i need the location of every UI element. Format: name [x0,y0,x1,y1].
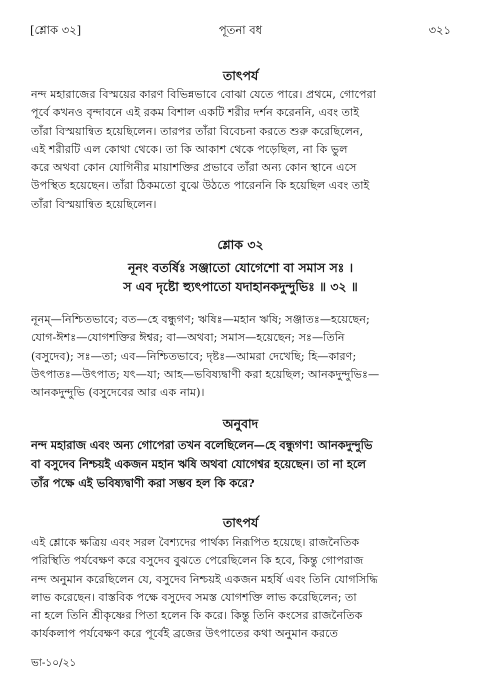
text-line: নন্দ মহারাজ এবং অন্য গোপেরা তখন বলেছিলেন—হে বন্ধুগণ! আনকদুন্দুভি [31,438,373,452]
text-line: কার্যকলাপ পর্যবেক্ষণ করে পূর্বেই ব্রজের উৎপাতের কথা অনুমান করতে [31,627,339,641]
purport-heading: তাৎপর্য [222,515,259,530]
text-line: (বসুদেব); সঃ—তা; এব—নিশ্চিতভাবে; দৃষ্টঃ—আমরা দেখেছি; হি—কারণ; [31,349,357,363]
page-number: ৩২১ [428,23,451,37]
purport-paragraph [31,534,451,644]
verse-heading: শ্লোক ৩২ [217,237,264,252]
text-line: এই শ্লোকে ক্ষত্রিয় এবং সরল বৈশ্যদের পার্থক্য নিরূপিত হয়েছে। রাজনৈতিক [31,536,360,549]
text-line: পূর্বে কখনও বৃন্দাবনে এই রকম বিশাল একটি শরীর দর্শন করেননি, এবং তাই [31,106,360,120]
text-line: এই শরীরটি এল কোথা থেকে। তা কি আকাশ থেকে পড়েছিল, না কি ভুল [31,142,348,156]
text-line: না হলে তিনি শ্রীকৃষ্ণের পিতা হলেন কি করে। কিন্তু তিনি কংসের রাজনৈতিক [31,609,363,623]
translation-heading: অনুবাদ [222,416,259,431]
text-line: যোগ-ঈশঃ—যোগশক্তির ঈশ্বর; বা—অথবা; সমাস—হয়েছেন; সঃ—তিনি [31,331,345,345]
synonyms-paragraph [31,311,451,402]
text-line: তাঁরা বিস্ময়ান্বিত হয়েছিলেন। তারপর তাঁরা বিবেচনা করতে শুরু করেছিলেন, [31,124,364,138]
text-line: লাভ করেছেন। বাস্তবিক পক্ষে বসুদেব সমস্ত যোগশক্তি লাভ করেছিলেন; তা [31,590,357,604]
running-header [30,22,451,38]
text-line: নূনম্—নিশ্চিতভাবে; বত—হে বন্ধুগণ; ঋষিঃ—মহান ঋষি; সঞ্জাতঃ—হয়েছেন; [31,313,370,326]
text-line: তাঁরা বিস্ময়ান্বিত হয়েছিলেন। [31,197,157,211]
verse-reference: [শ্লোক ৩২] [30,23,82,37]
sanskrit-verse [0,258,481,296]
text-line: বা বসুদেব নিশ্চয়ই একজন মহান ঋষি অথবা যোগেশ্বর হয়েছেন। তা না হলে [31,456,366,471]
text-line: উৎপাতঃ—উৎপাত; যৎ—যা; আহ—ভবিষ্যদ্বাণী করা হয়েছিল; আনকদুন্দুভিঃ— [31,367,380,381]
text-line: করে অথবা কোন যোগিনীর মায়াশক্তির প্রভাবে তাঁরা অন্য কোন স্থানে এসে [31,161,357,175]
verse-line: স এব দৃষ্টো হ্যুৎপাতো যদাহানকদুন্দুভিঃ ॥ ৩২ ॥ [123,279,358,294]
text-line: আনকদুন্দুভি (বসুদেবের আর এক নাম)। [31,386,205,400]
text-line: পরিস্থিতি পর্যবেক্ষণ করে বসুদেব বুঝতে পেরেছিলেন কি হবে, কিন্তু গোপরাজ [31,554,364,568]
verse-line: নূনং বতর্ষিঃ সঞ্জাতো যোগেশো বা সমাস সঃ । [127,260,354,275]
text-line: নন্দ অনুমান করেছিলেন যে, বসুদেব নিশ্চয়ই একজন মহর্ষি এবং তিনি যোগসিদ্ধি [31,572,378,586]
translation-paragraph [31,436,451,492]
text-line: নন্দ মহারাজের বিস্ময়ের কারণ বিভিন্নভাবে বোঝা যেতে পারে। প্রথমে, গোপেরা [31,88,377,101]
chapter-title: পূতনা বধ [218,23,263,37]
purport-heading: তাৎপর্য [222,68,259,83]
text-line: তাঁর পক্ষে এই ভবিষ্যদ্বাণী করা সম্ভব হল কি করে? [31,475,255,490]
purport-paragraph [31,86,451,214]
signature-mark: ভা-১০/২১ [31,657,77,669]
text-line: উপস্থিত হয়েছেন। তাঁরা ঠিকমতো বুঝে উঠতে পারেননি কি হয়েছিল এবং তাই [31,179,370,193]
